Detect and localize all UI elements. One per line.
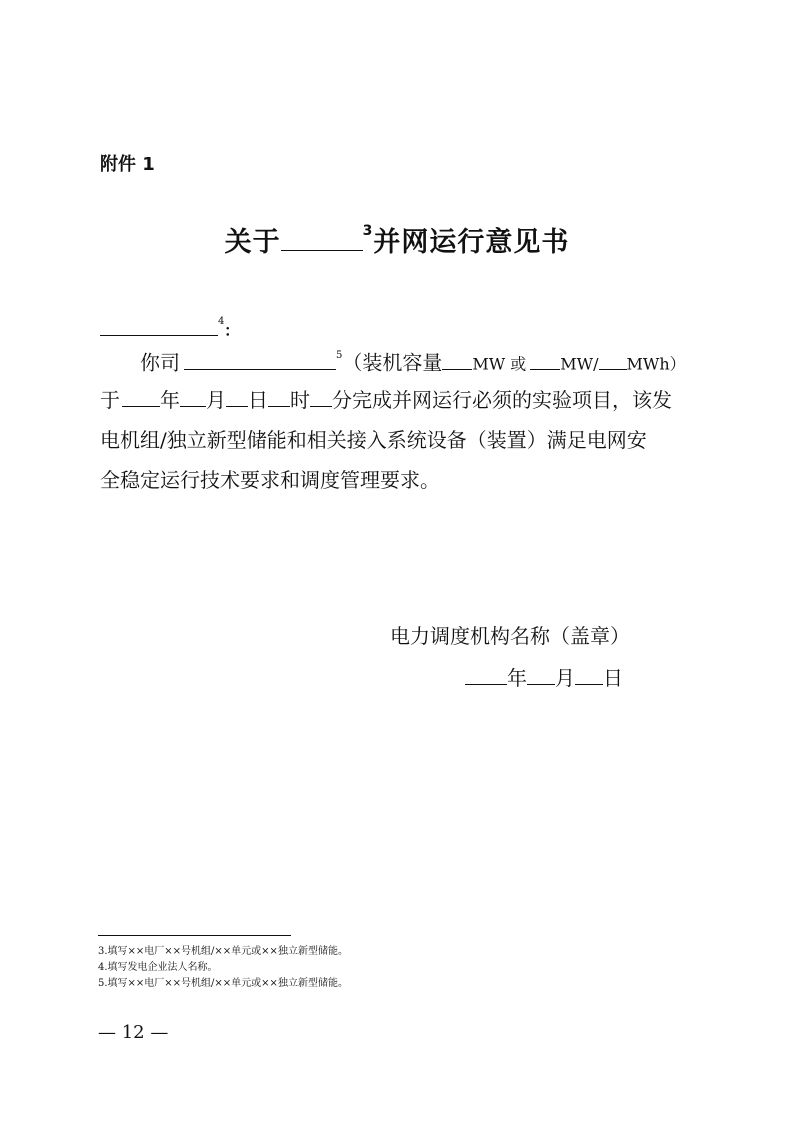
capacity-mw2-blank — [530, 368, 560, 370]
capacity-open: （装机容量 — [342, 350, 443, 375]
sign-day-word: 日 — [603, 666, 623, 690]
signature-org: 电力调度机构名称（盖章） — [390, 624, 630, 648]
sign-month-blank — [527, 683, 555, 685]
footnote-3: 3.填写××电厂××号机组/××单元或××独立新型储能。 — [98, 946, 348, 957]
signature-date — [465, 662, 623, 691]
title-blank — [281, 249, 363, 251]
body-lead: 你司 — [140, 350, 180, 375]
sign-year-blank — [465, 683, 507, 685]
addressee-colon: : — [224, 316, 232, 341]
minute-rest: 分完成并网运行必须的实验项目，该发 — [332, 388, 672, 412]
date-prefix: 于 — [100, 388, 120, 412]
attachment-label: 附件 1 — [100, 154, 155, 175]
unit-mw-slash: MW/ — [560, 354, 599, 374]
footnote-4: 4.填写发电企业法人名称。 — [98, 962, 218, 973]
year-word: 年 — [160, 388, 180, 412]
footnote-5: 5.填写××电厂××号机组/××单元或××独立新型储能。 — [98, 978, 348, 989]
hour-word: 时 — [290, 388, 310, 412]
year-blank — [122, 405, 160, 407]
company-footnote-mark: 5 — [336, 350, 343, 361]
body-line-1 — [140, 340, 686, 385]
sign-day-blank — [575, 683, 603, 685]
sign-year-word: 年 — [507, 666, 527, 690]
capacity-mw-blank — [442, 368, 472, 370]
month-blank — [180, 405, 206, 407]
body-line-4: 全稳定运行技术要求和调度管理要求。 — [100, 468, 440, 492]
body-line-2 — [100, 380, 672, 420]
sign-month-word: 月 — [555, 666, 575, 690]
addressee-footnote-mark: 4 — [218, 316, 225, 327]
addressee-blank — [100, 334, 218, 336]
minute-blank — [310, 405, 332, 407]
month-word: 月 — [206, 388, 226, 412]
company-blank — [184, 368, 336, 370]
page-number: — 12 — — [98, 1022, 169, 1043]
body-paragraph — [100, 340, 700, 500]
capacity-mwh-blank — [599, 368, 627, 370]
unit-mw: MW 或 — [472, 354, 527, 374]
title-prefix: 关于 — [224, 227, 281, 258]
title-suffix: 并网运行意见书 — [373, 227, 570, 258]
document-title — [0, 220, 794, 259]
footnote-divider — [98, 935, 291, 936]
body-line-3: 电机组/独立新型储能和相关接入系统设备（装置）满足电网安 — [100, 428, 647, 452]
title-footnote-mark: 3 — [362, 223, 374, 239]
unit-mwh: MWh） — [626, 354, 686, 374]
hour-blank — [268, 405, 290, 407]
day-word: 日 — [248, 388, 268, 412]
day-blank — [226, 405, 248, 407]
